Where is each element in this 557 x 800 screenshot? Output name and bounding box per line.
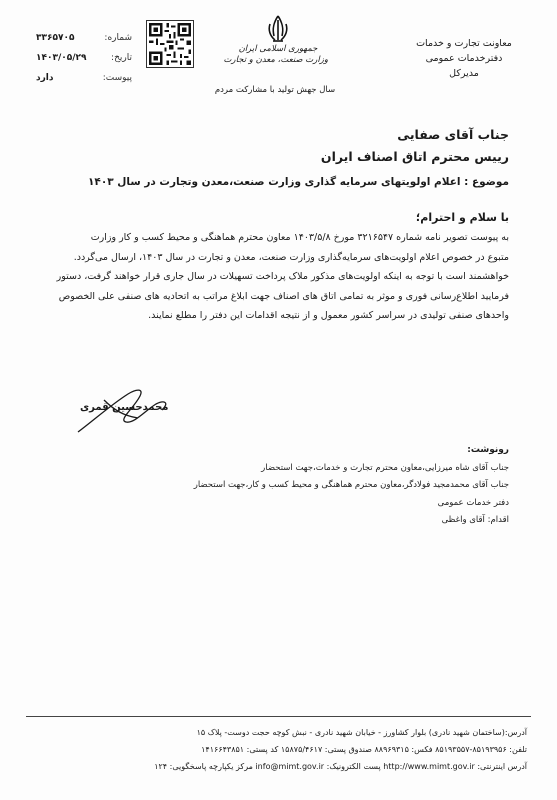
letter-attachment-value: دارد — [36, 73, 54, 83]
signatory-name: محمدحسین قمری — [80, 402, 169, 413]
qr-code-icon — [146, 20, 194, 68]
letter-meta — [36, 28, 132, 88]
body-line: فرمایید اطلاع‌رسانی فوری و موثر به تمامی اتاق های اصناف جهت ابلاغ مراتب به اتحادیه های صنفی علی الخصوص — [58, 290, 509, 302]
letter-attachment-label: پیوست: — [102, 73, 132, 83]
letter-date-value: ۱۴۰۳/۰۵/۲۹ — [36, 53, 87, 63]
letter-greeting: با سلام و احترام؛ — [415, 211, 509, 224]
addressee-block — [39, 124, 509, 168]
cc-block — [39, 442, 509, 530]
emblem-block — [223, 14, 328, 66]
org-line-1: معاونت تجارت و خدمات — [416, 38, 512, 49]
letter-body — [39, 228, 509, 326]
cc-title: رونوشت: — [467, 445, 509, 455]
cc-line: جناب آقای محمدمجید فولادگر،معاون محترم هماهنگی و محیط کسب و کار،جهت استحضار — [193, 480, 509, 490]
letter-attachment-row — [36, 68, 132, 88]
signature-block — [74, 380, 194, 440]
body-line: به پیوست تصویر نامه شماره ۳۲۱۶۵۴۷ مورخ ۱۴۰۳/۵/۸ معاون محترم هماهنگی و محیط کسب و کار وزارت — [90, 232, 509, 243]
cc-line: جناب آقای شاه میرزایی،معاون محترم تجارت و خدمات،جهت استحضار — [261, 462, 509, 473]
letter-subject: موضوع : اعلام اولویتهای سرمایه گذاری وزارت صنعت،معدن وتجارت در سال ۱۴۰۳ — [88, 176, 509, 188]
body-line: متبوع در خصوص اعلام اولویت‌های سرمایه‌گذاری وزارت صنعت، معدن و تجارت در سال ۱۴۰۳، ارسال می‌گردد. — [73, 251, 509, 263]
letter-date-label: تاریخ: — [111, 53, 132, 63]
emblem-line-1: جمهوری اسلامی ایران — [238, 44, 318, 54]
letter-number-label: شماره: — [104, 33, 132, 43]
letter-number-row — [36, 28, 132, 48]
org-header — [399, 36, 529, 81]
addressee-title: رییس محترم اتاق اصناف ایران — [320, 149, 509, 164]
letter-number-value: ۳۳۶۵۷۰۵ — [36, 33, 75, 43]
footer-phones: تلفن: ۸۵۱۹۳۹۵۶-۸۵۱۹۳۵۵۷ فکس: ۸۸۹۶۹۳۱۵ صندوق پستی: ۱۵۸۷۵/۴۶۱۷ کد پستی: ۱۴۱۶۶۴۳۸۵۱ — [201, 745, 527, 754]
body-line: واحدهای صنفی تولیدی در سراسر کشور معمول و از نتیجه اقدامات این دفتر را مطلع نمایند. — [148, 310, 509, 321]
cc-line: اقدام: آقای واغظی — [441, 515, 509, 525]
body-line: خواهشمند است با توجه به اینکه اولویت‌های مذکور ملاک پرداخت تسهیلات در سال جاری قرار خواهند گرفت، دستور — [56, 271, 509, 282]
letter-date-row — [36, 48, 132, 68]
letter-footer — [27, 724, 527, 775]
addressee-name: جناب آقای صفایی — [397, 127, 509, 142]
emblem-line-2: وزارت صنعت، معدن و تجارت — [223, 55, 328, 65]
year-slogan: سال جهش تولید با مشارکت مردم — [214, 85, 336, 95]
org-line-2: دفترخدمات عمومی — [425, 53, 503, 64]
cc-line: دفتر خدمات عمومی — [437, 497, 509, 508]
org-line-3: مدیرکل — [449, 68, 479, 79]
iran-emblem-icon — [264, 14, 292, 44]
footer-address: آدرس:(ساختمان شهید نادری) بلوار کشاورز - خیابان شهید نادری - نبش کوچه حجت دوست- پلاک ۱۵ — [196, 728, 527, 737]
footer-divider — [26, 716, 531, 717]
footer-web: آدرس اینترنتی: http://www.mimt.gov.ir پست الکترونیک: info@mimt.gov.ir مرکز یکپارچه پاسخگویی: ۱۲۴ — [154, 762, 527, 771]
